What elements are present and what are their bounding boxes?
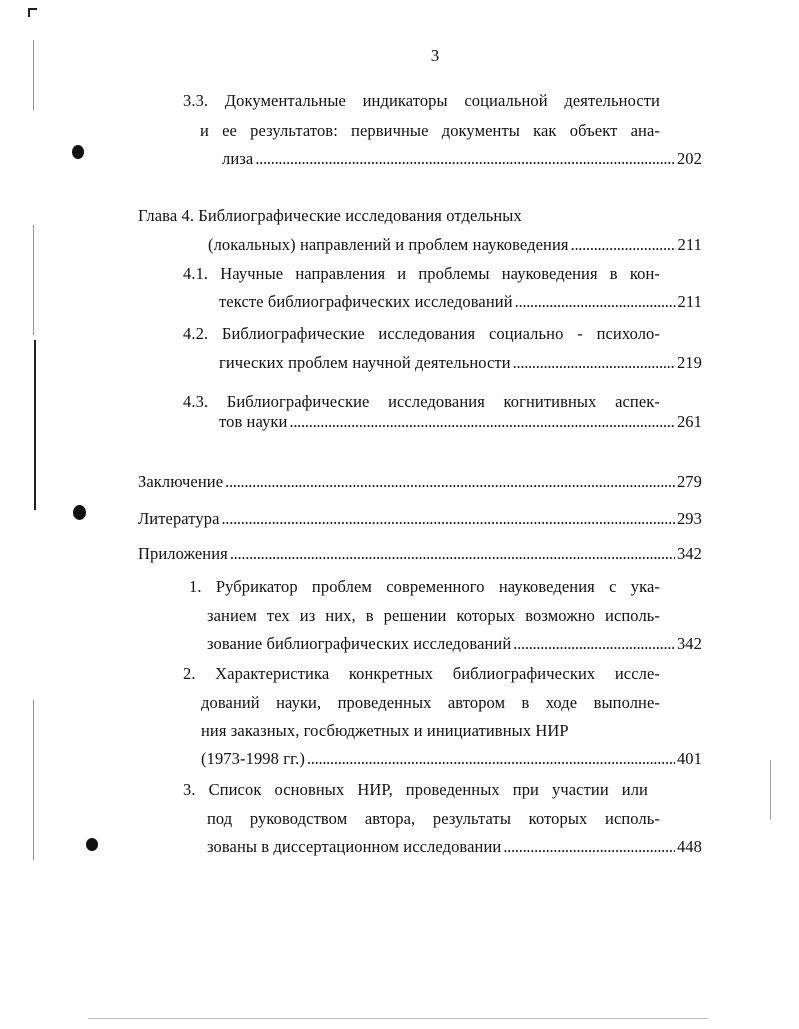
dot-leader [225, 469, 675, 495]
toc-line: (локальных) направлений и проблем науковедения [208, 235, 569, 254]
scan-edge-line [34, 340, 36, 510]
dot-leader [571, 232, 676, 258]
toc-line: гических проблем научной деятельности [219, 353, 511, 372]
scan-edge-line [33, 700, 34, 860]
toc-line: Глава 4. Библиографические исследования отдельных [138, 206, 522, 225]
toc-line: Приложения [138, 544, 228, 563]
scan-edge-line [770, 760, 771, 820]
toc-line: тов науки [219, 412, 288, 431]
dot-leader [255, 146, 675, 172]
punch-hole-mark [72, 145, 84, 159]
dot-leader [307, 746, 675, 772]
toc-entry [219, 409, 702, 435]
punch-hole-mark [86, 838, 98, 851]
toc-entry [219, 350, 702, 376]
toc-line: Заключение [138, 472, 224, 491]
toc-page-number: 293 [676, 509, 702, 528]
toc-line: 4.2. Библиографические исследования социально - психоло- [183, 324, 660, 343]
toc-line: лиза [222, 149, 254, 168]
toc-line: занием тех из них, в решении которых возможно исполь- [207, 606, 660, 625]
toc-page-number: 261 [676, 412, 702, 431]
toc-entry [222, 146, 702, 172]
page-number: 3 [430, 46, 440, 65]
toc-line: Литература [138, 509, 220, 528]
dot-leader [222, 506, 675, 532]
toc-page-number: 202 [676, 149, 702, 168]
toc-entry [138, 469, 702, 495]
toc-line: зованы в диссертационном исследовании [207, 837, 502, 856]
toc-entry [207, 631, 702, 657]
toc-line: 3.3. Документальные индикаторы социальной деятельности [183, 91, 660, 110]
toc-line: 4.3. Библиографические исследования когнитивных аспек- [183, 392, 660, 411]
dot-leader [289, 409, 674, 435]
dot-leader [513, 631, 675, 657]
toc-line: 4.1. Научные направления и проблемы науковедения в кон- [183, 264, 660, 283]
toc-entry [201, 746, 702, 772]
toc-line: и ее результатов: первичные документы как объект ана- [200, 121, 660, 140]
toc-line: ния заказных, госбюджетных и инициативных НИР [201, 721, 569, 740]
toc-line: зование библиографических исследований [207, 634, 512, 653]
toc-line: 1. Рубрикатор проблем современного науковедения с ука- [189, 577, 660, 596]
scan-edge-line [33, 225, 34, 335]
punch-hole-mark [73, 505, 86, 520]
toc-page-number: 279 [676, 472, 702, 491]
scan-bottom-line [88, 1018, 708, 1019]
toc-page-number: 342 [676, 544, 702, 563]
toc-line: (1973-1998 гг.) [201, 749, 305, 768]
toc-entry [207, 834, 702, 860]
scan-edge-line [33, 40, 34, 110]
scan-corner-mark [28, 8, 30, 17]
toc-line: дований науки, проведенных автором в ходе выполне- [201, 693, 660, 712]
toc-page-number: 448 [676, 837, 702, 856]
toc-line: под руководством автора, результаты которых исполь- [207, 809, 660, 828]
toc-line: 2. Характеристика конкретных библиографических иссле- [183, 664, 660, 683]
toc-page-number: 401 [676, 749, 702, 768]
toc-page-number: 219 [676, 353, 702, 372]
dot-leader [513, 350, 675, 376]
toc-entry [219, 289, 702, 315]
toc-page-number: 342 [676, 634, 702, 653]
toc-entry [138, 506, 702, 532]
dot-leader [515, 289, 676, 315]
toc-line: тексте библиографических исследований [219, 292, 513, 311]
toc-page-number: 211 [677, 292, 702, 311]
dot-leader [503, 834, 675, 860]
toc-entry [208, 232, 702, 258]
toc-line: 3. Список основных НИР, проведенных при участии или [183, 780, 648, 799]
toc-entry [138, 541, 702, 567]
toc-page-number: 211 [677, 235, 702, 254]
dot-leader [230, 541, 675, 567]
